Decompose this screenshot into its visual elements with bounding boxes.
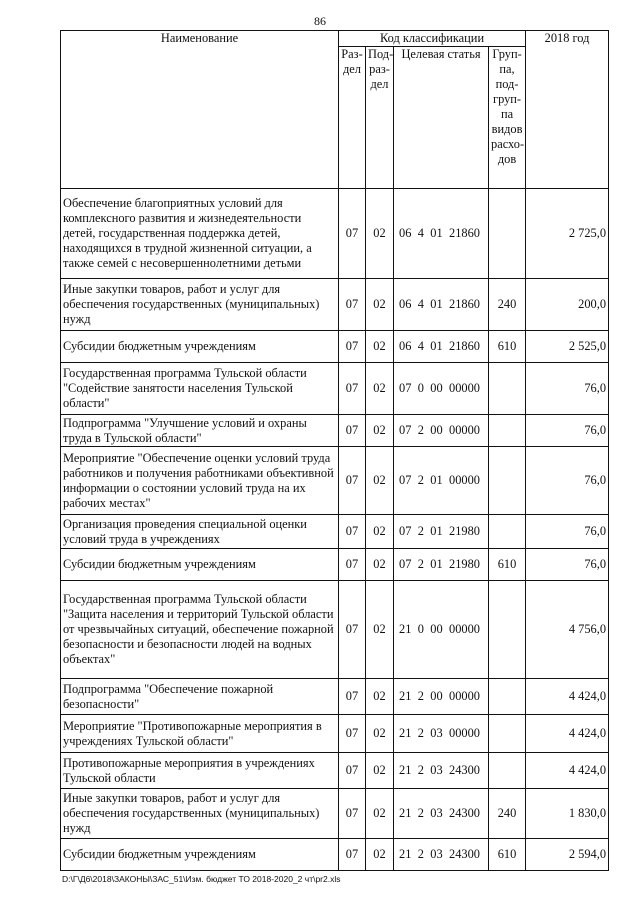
row-name: Иные закупки товаров, работ и услуг для обеспечения государственных (муниципальных) нужд bbox=[61, 789, 339, 839]
row-amount: 76,0 bbox=[526, 515, 609, 549]
table-row bbox=[61, 839, 609, 871]
target-article-part: 01 bbox=[430, 297, 443, 311]
col-header-section bbox=[339, 47, 366, 189]
table-row bbox=[61, 753, 609, 789]
col-header-expense-group-text: Груп- па, под- груп- па видов расхо- дов bbox=[491, 47, 525, 166]
target-article-part: 01 bbox=[430, 524, 443, 538]
target-article-part: 07 bbox=[399, 423, 412, 437]
row-expense-group bbox=[489, 189, 526, 279]
row-target-article bbox=[394, 549, 489, 581]
row-section: 07 bbox=[339, 447, 366, 515]
row-section: 07 bbox=[339, 753, 366, 789]
target-article-part: 00000 bbox=[449, 726, 480, 740]
row-expense-group bbox=[489, 447, 526, 515]
target-article-part: 00000 bbox=[449, 689, 480, 703]
row-name: Обеспечение благоприятных условий для комплексного развития и жизнедеятельности детей, государственная поддержка детей, находящихся в трудной жизненной ситуации, а также семей с несовершеннолетними детьми bbox=[61, 189, 339, 279]
target-article-part: 4 bbox=[417, 339, 424, 353]
target-article-code bbox=[396, 689, 486, 704]
target-article-part: 2 bbox=[417, 806, 424, 820]
row-amount: 4 424,0 bbox=[526, 679, 609, 715]
row-target-article bbox=[394, 789, 489, 839]
row-expense-group bbox=[489, 715, 526, 753]
target-article-part: 00 bbox=[430, 423, 443, 437]
target-article-part: 07 bbox=[399, 473, 412, 487]
target-article-part: 21860 bbox=[449, 297, 480, 311]
target-article-code bbox=[396, 381, 486, 396]
row-amount: 4 424,0 bbox=[526, 753, 609, 789]
row-target-article bbox=[394, 515, 489, 549]
target-article-part: 03 bbox=[430, 847, 443, 861]
row-amount: 2 525,0 bbox=[526, 331, 609, 363]
row-expense-group: 610 bbox=[489, 549, 526, 581]
row-target-article bbox=[394, 679, 489, 715]
row-name: Противопожарные мероприятия в учреждениях Тульской области bbox=[61, 753, 339, 789]
target-article-part: 4 bbox=[417, 226, 424, 240]
target-article-part: 03 bbox=[430, 806, 443, 820]
target-article-part: 21980 bbox=[449, 557, 480, 571]
col-header-year: 2018 год bbox=[526, 31, 609, 189]
table-row bbox=[61, 279, 609, 331]
target-article-code bbox=[396, 423, 486, 438]
row-subsection: 02 bbox=[366, 549, 394, 581]
target-article-part: 24300 bbox=[449, 763, 480, 777]
target-article-part: 21 bbox=[399, 763, 412, 777]
row-name: Государственная программа Тульской области "Защита населения и территорий Тульской области от чрезвычайных ситуаций, обеспечение пожарной безопасности и безопасности людей на водных объектах" bbox=[61, 581, 339, 679]
target-article-part: 06 bbox=[399, 339, 412, 353]
row-section: 07 bbox=[339, 839, 366, 871]
target-article-code bbox=[396, 297, 486, 312]
table-row bbox=[61, 789, 609, 839]
target-article-part: 2 bbox=[417, 847, 424, 861]
row-subsection: 02 bbox=[366, 789, 394, 839]
row-amount: 76,0 bbox=[526, 415, 609, 447]
row-subsection: 02 bbox=[366, 679, 394, 715]
target-article-part: 21 bbox=[399, 847, 412, 861]
row-section: 07 bbox=[339, 715, 366, 753]
table-row bbox=[61, 447, 609, 515]
target-article-part: 2 bbox=[417, 473, 424, 487]
row-amount: 76,0 bbox=[526, 363, 609, 415]
row-expense-group: 610 bbox=[489, 331, 526, 363]
target-article-part: 06 bbox=[399, 226, 412, 240]
row-section: 07 bbox=[339, 415, 366, 447]
table-row bbox=[61, 679, 609, 715]
col-header-target-article-text: Целевая статья bbox=[401, 47, 481, 61]
row-section: 07 bbox=[339, 363, 366, 415]
file-path-footer: D:\Г\Д6\2018\ЗАКОНЫ\ЗАС_51\Изм. бюджет ТО 2018-2020_2 чт\pr2.xls bbox=[62, 874, 341, 884]
target-article-part: 2 bbox=[417, 726, 424, 740]
row-amount: 76,0 bbox=[526, 549, 609, 581]
col-header-section-text: Раз- дел bbox=[341, 47, 363, 76]
table-row bbox=[61, 515, 609, 549]
table-row bbox=[61, 715, 609, 753]
target-article-part: 00000 bbox=[449, 622, 480, 636]
row-target-article bbox=[394, 331, 489, 363]
target-article-part: 0 bbox=[417, 381, 424, 395]
row-section: 07 bbox=[339, 581, 366, 679]
target-article-part: 2 bbox=[417, 763, 424, 777]
target-article-part: 07 bbox=[399, 557, 412, 571]
row-name: Подпрограмма "Обеспечение пожарной безопасности" bbox=[61, 679, 339, 715]
row-name: Субсидии бюджетным учреждениям bbox=[61, 839, 339, 871]
row-amount: 2 594,0 bbox=[526, 839, 609, 871]
target-article-part: 03 bbox=[430, 763, 443, 777]
row-name: Подпрограмма "Улучшение условий и охраны труда в Тульской области" bbox=[61, 415, 339, 447]
row-name: Мероприятие "Противопожарные мероприятия в учреждениях Тульской области" bbox=[61, 715, 339, 753]
row-amount: 76,0 bbox=[526, 447, 609, 515]
target-article-part: 01 bbox=[430, 339, 443, 353]
target-article-code bbox=[396, 473, 486, 488]
row-name: Государственная программа Тульской области "Содействие занятости населения Тульской области" bbox=[61, 363, 339, 415]
table-row bbox=[61, 363, 609, 415]
row-name: Мероприятие "Обеспечение оценки условий труда работников и получения работниками объективной информации о состоянии условий труда на их рабочих местах" bbox=[61, 447, 339, 515]
row-section: 07 bbox=[339, 789, 366, 839]
table-row bbox=[61, 415, 609, 447]
target-article-code bbox=[396, 622, 486, 637]
row-subsection: 02 bbox=[366, 515, 394, 549]
target-article-part: 07 bbox=[399, 524, 412, 538]
col-header-subsection-text: Под- раз- дел bbox=[368, 47, 394, 91]
target-article-code bbox=[396, 339, 486, 354]
target-article-code bbox=[396, 806, 486, 821]
row-section: 07 bbox=[339, 515, 366, 549]
row-target-article bbox=[394, 839, 489, 871]
row-target-article bbox=[394, 279, 489, 331]
table-row bbox=[61, 189, 609, 279]
target-article-part: 00 bbox=[430, 622, 443, 636]
col-header-expense-group bbox=[489, 47, 526, 189]
row-subsection: 02 bbox=[366, 753, 394, 789]
target-article-part: 00 bbox=[430, 689, 443, 703]
row-amount: 4 756,0 bbox=[526, 581, 609, 679]
header-row bbox=[61, 31, 609, 47]
col-header-target-article bbox=[394, 47, 489, 189]
target-article-part: 2 bbox=[417, 689, 424, 703]
row-subsection: 02 bbox=[366, 363, 394, 415]
row-expense-group bbox=[489, 363, 526, 415]
target-article-code bbox=[396, 763, 486, 778]
row-amount: 1 830,0 bbox=[526, 789, 609, 839]
row-target-article bbox=[394, 447, 489, 515]
row-target-article bbox=[394, 753, 489, 789]
target-article-part: 2 bbox=[417, 423, 424, 437]
target-article-part: 21 bbox=[399, 622, 412, 636]
target-article-part: 00 bbox=[430, 381, 443, 395]
row-target-article bbox=[394, 363, 489, 415]
target-article-part: 01 bbox=[430, 473, 443, 487]
target-article-part: 00000 bbox=[449, 423, 480, 437]
col-header-name: Наименование bbox=[61, 31, 339, 189]
row-amount: 2 725,0 bbox=[526, 189, 609, 279]
target-article-part: 21 bbox=[399, 689, 412, 703]
col-header-subsection bbox=[366, 47, 394, 189]
target-article-part: 2 bbox=[417, 557, 424, 571]
target-article-part: 21 bbox=[399, 806, 412, 820]
row-target-article bbox=[394, 415, 489, 447]
row-target-article bbox=[394, 189, 489, 279]
target-article-part: 21 bbox=[399, 726, 412, 740]
row-expense-group: 610 bbox=[489, 839, 526, 871]
row-expense-group: 240 bbox=[489, 789, 526, 839]
row-name: Иные закупки товаров, работ и услуг для обеспечения государственных (муниципальных) нужд bbox=[61, 279, 339, 331]
target-article-code bbox=[396, 557, 486, 572]
row-expense-group bbox=[489, 415, 526, 447]
col-header-classification: Код классификации bbox=[339, 31, 526, 47]
row-expense-group bbox=[489, 753, 526, 789]
target-article-part: 07 bbox=[399, 381, 412, 395]
row-expense-group: 240 bbox=[489, 279, 526, 331]
row-section: 07 bbox=[339, 189, 366, 279]
row-amount: 4 424,0 bbox=[526, 715, 609, 753]
target-article-part: 00000 bbox=[449, 473, 480, 487]
row-subsection: 02 bbox=[366, 279, 394, 331]
row-section: 07 bbox=[339, 549, 366, 581]
target-article-part: 2 bbox=[417, 524, 424, 538]
table-row bbox=[61, 331, 609, 363]
target-article-part: 21860 bbox=[449, 339, 480, 353]
target-article-part: 06 bbox=[399, 297, 412, 311]
target-article-part: 01 bbox=[430, 557, 443, 571]
row-expense-group bbox=[489, 679, 526, 715]
target-article-part: 0 bbox=[417, 622, 424, 636]
row-expense-group bbox=[489, 581, 526, 679]
row-subsection: 02 bbox=[366, 415, 394, 447]
row-subsection: 02 bbox=[366, 839, 394, 871]
budget-table bbox=[60, 30, 609, 871]
target-article-code bbox=[396, 226, 486, 241]
row-subsection: 02 bbox=[366, 189, 394, 279]
target-article-code bbox=[396, 847, 486, 862]
target-article-code bbox=[396, 726, 486, 741]
row-section: 07 bbox=[339, 331, 366, 363]
target-article-code bbox=[396, 524, 486, 539]
row-subsection: 02 bbox=[366, 715, 394, 753]
target-article-part: 24300 bbox=[449, 806, 480, 820]
target-article-part: 24300 bbox=[449, 847, 480, 861]
row-subsection: 02 bbox=[366, 581, 394, 679]
table-body bbox=[61, 189, 609, 871]
table-row bbox=[61, 549, 609, 581]
target-article-part: 21860 bbox=[449, 226, 480, 240]
row-name: Субсидии бюджетным учреждениям bbox=[61, 331, 339, 363]
row-amount: 200,0 bbox=[526, 279, 609, 331]
target-article-part: 21980 bbox=[449, 524, 480, 538]
target-article-part: 03 bbox=[430, 726, 443, 740]
page-number: 86 bbox=[314, 14, 326, 28]
row-subsection: 02 bbox=[366, 331, 394, 363]
row-name: Субсидии бюджетным учреждениям bbox=[61, 549, 339, 581]
row-target-article bbox=[394, 581, 489, 679]
target-article-part: 00000 bbox=[449, 381, 480, 395]
row-expense-group bbox=[489, 515, 526, 549]
row-section: 07 bbox=[339, 279, 366, 331]
target-article-part: 4 bbox=[417, 297, 424, 311]
row-name: Организация проведения специальной оценки условий труда в учреждениях bbox=[61, 515, 339, 549]
row-subsection: 02 bbox=[366, 447, 394, 515]
row-target-article bbox=[394, 715, 489, 753]
table-row bbox=[61, 581, 609, 679]
target-article-part: 01 bbox=[430, 226, 443, 240]
row-section: 07 bbox=[339, 679, 366, 715]
